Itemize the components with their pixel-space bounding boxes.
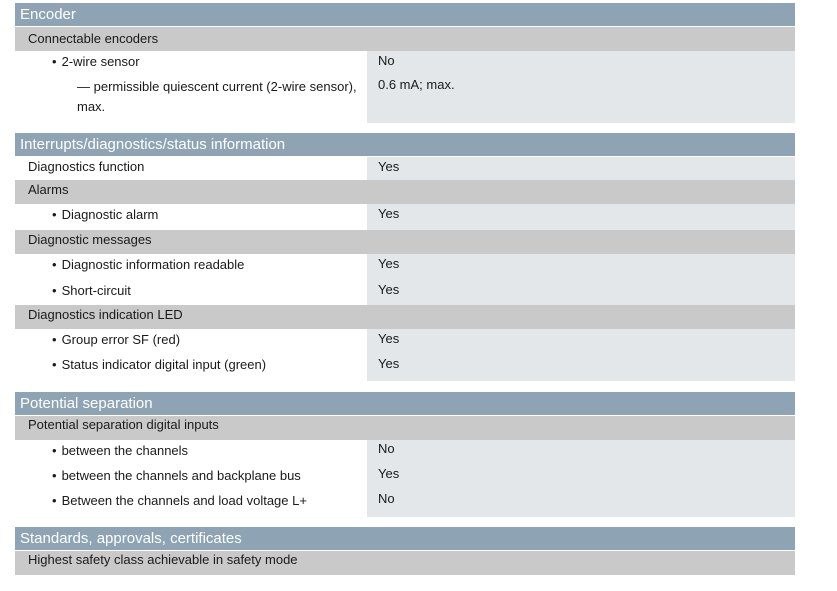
row-label: • Between the channels and load voltage L+ — [15, 490, 367, 517]
table-row-between-channels — [15, 440, 795, 465]
row-value: Yes — [367, 204, 795, 230]
row-label: • Diagnostic alarm — [15, 204, 367, 230]
table-row-short-circuit — [15, 280, 795, 305]
row-value: No — [367, 440, 795, 465]
row-value: Yes — [367, 157, 795, 180]
row-label: Diagnostics function — [15, 157, 367, 180]
row-value: Yes — [367, 354, 795, 381]
row-label: • Diagnostic information readable — [15, 254, 367, 280]
row-value: No — [367, 490, 795, 517]
row-value: Yes — [367, 254, 795, 280]
row-value: No — [367, 51, 795, 75]
table-row-diagnostics-function — [15, 157, 795, 180]
section-header-standards: Standards, approvals, certificates — [15, 527, 795, 551]
row-label: • between the channels and backplane bus — [15, 465, 367, 490]
table-row-quiescent-current — [15, 75, 795, 123]
row-label: • between the channels — [15, 440, 367, 465]
row-label: • Group error SF (red) — [15, 329, 367, 354]
subheader-alarms: Alarms — [15, 180, 795, 204]
row-value: Yes — [367, 329, 795, 354]
table-row-backplane-bus — [15, 465, 795, 490]
row-label: • Short-circuit — [15, 280, 367, 305]
section-header-encoder: Encoder — [15, 3, 795, 27]
table-row-status-indicator — [15, 354, 795, 381]
row-value: Yes — [367, 465, 795, 490]
subheader-connectable-encoders: Connectable encoders — [15, 27, 795, 51]
table-row-two-wire-sensor — [15, 51, 795, 75]
table-row-load-voltage — [15, 490, 795, 517]
section-header-potential-separation: Potential separation — [15, 392, 795, 416]
table-row-info-readable — [15, 254, 795, 280]
subheader-safety-class: Highest safety class achievable in safety mode — [15, 551, 795, 575]
subheader-diagnostic-messages: Diagnostic messages — [15, 230, 795, 254]
row-value: 0.6 mA; max. — [367, 75, 795, 123]
subheader-potential-separation-inputs: Potential separation digital inputs — [15, 416, 795, 440]
row-label: • Status indicator digital input (green) — [15, 354, 367, 381]
row-value: Yes — [367, 280, 795, 305]
row-label: — permissible quiescent current (2-wire sensor), max. — [15, 75, 367, 123]
table-row-group-error — [15, 329, 795, 354]
subheader-diagnostics-led: Diagnostics indication LED — [15, 305, 795, 329]
section-header-interrupts: Interrupts/diagnostics/status information — [15, 133, 795, 157]
table-row-diagnostic-alarm — [15, 204, 795, 230]
row-label: • 2-wire sensor — [15, 51, 367, 75]
